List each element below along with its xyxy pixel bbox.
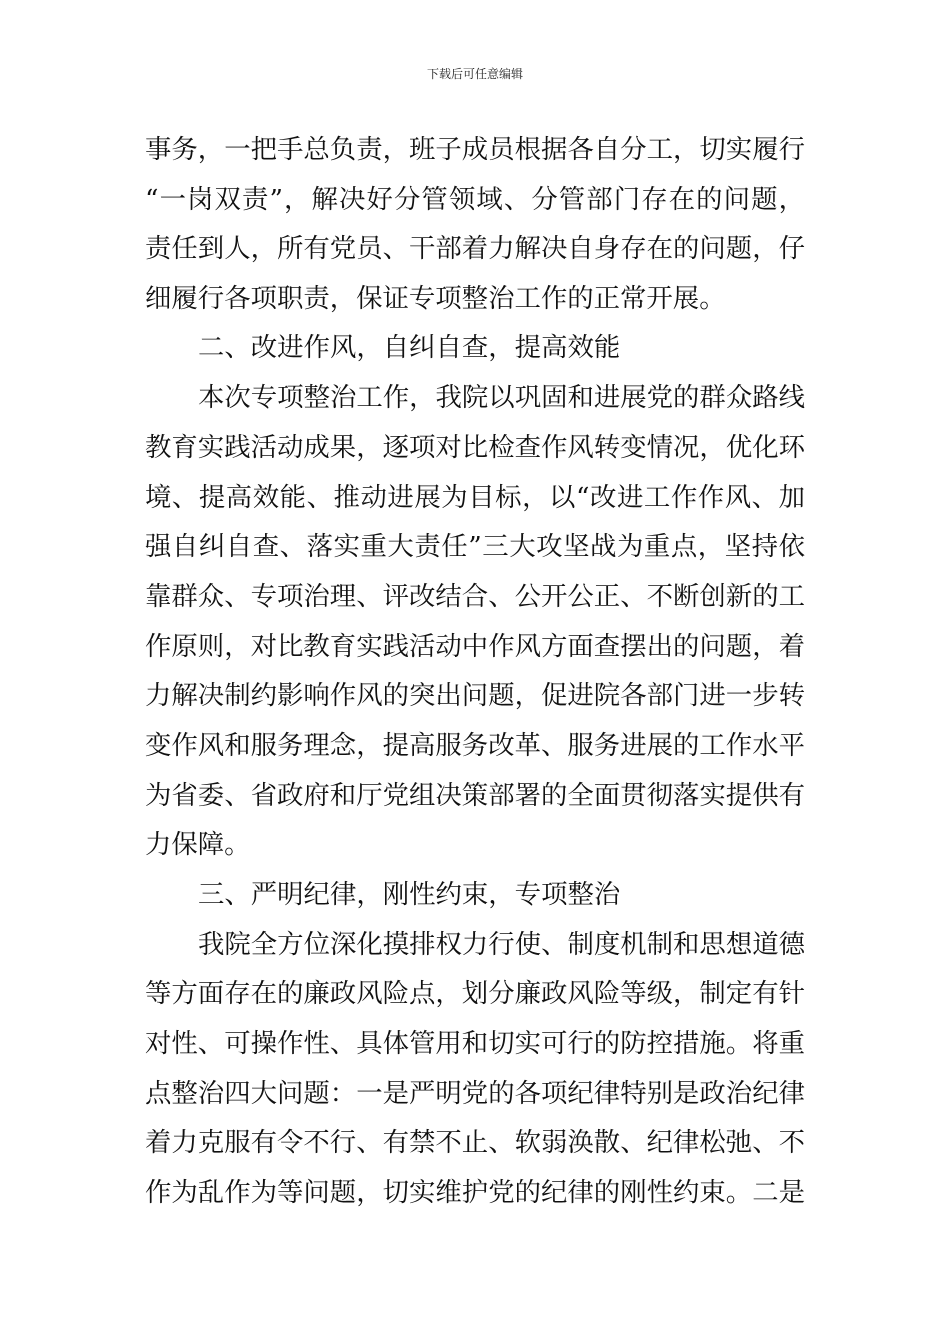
text-line: 细履行各项职责，保证专项整治工作的正常开展。: [145, 283, 726, 314]
text-line: 本次专项整治工作，我院以巩固和进展党的群众路线: [198, 382, 805, 413]
text-line: 着力克服有令不行、有禁不止、软弱涣散、纪律松弛、不: [145, 1127, 805, 1158]
text-line: 责任到人，所有党员、干部着力解决自身存在的问题，仔: [145, 233, 805, 264]
page-header: 下载后可任意编辑: [426, 67, 523, 81]
text-line: “一岗双责”，解决好分管领域、分管部门存在的问题，: [145, 184, 805, 215]
text-line: 作为乱作为等问题，切实维护党的纪律的刚性约束。二是: [145, 1177, 805, 1208]
text-line: 强自纠自查、落实重大责任”三大攻坚战为重点，坚持依: [145, 531, 805, 562]
text-line: 力解决制约影响作风的突出问题，促进院各部门进一步转: [145, 680, 805, 711]
text-line: 变作风和服务理念，提高服务改革、服务进展的工作水平: [145, 730, 805, 761]
text-line: 事务，一把手总负责，班子成员根据各自分工，切实履行: [145, 134, 805, 165]
text-line: 靠群众、专项治理、评改结合、公开公正、不断创新的工: [145, 581, 805, 612]
text-line: 作原则，对比教育实践活动中作风方面查摆出的问题，着: [145, 631, 805, 662]
text-line: 点整治四大问题：一是严明党的各项纪律特别是政治纪律: [145, 1078, 805, 1109]
section-heading: 三、严明纪律，刚性约束，专项整治: [198, 879, 621, 910]
text-line: 教育实践活动成果，逐项对比检查作风转变情况，优化环: [145, 432, 805, 463]
text-line: 为省委、省政府和厅党组决策部署的全面贯彻落实提供有: [145, 780, 805, 811]
text-line: 力保障。: [145, 829, 251, 860]
text-line: 等方面存在的廉政风险点，划分廉政风险等级，制定有针: [145, 978, 805, 1009]
section-heading: 二、改进作风，自纠自查，提高效能: [198, 332, 621, 363]
text-line: 对性、可操作性、具体管用和切实可行的防控措施。将重: [145, 1028, 805, 1059]
text-line: 我院全方位深化摸排权力行使、制度机制和思想道德: [198, 929, 805, 960]
text-line: 境、提高效能、推动进展为目标，以“改进工作作风、加: [145, 482, 805, 513]
